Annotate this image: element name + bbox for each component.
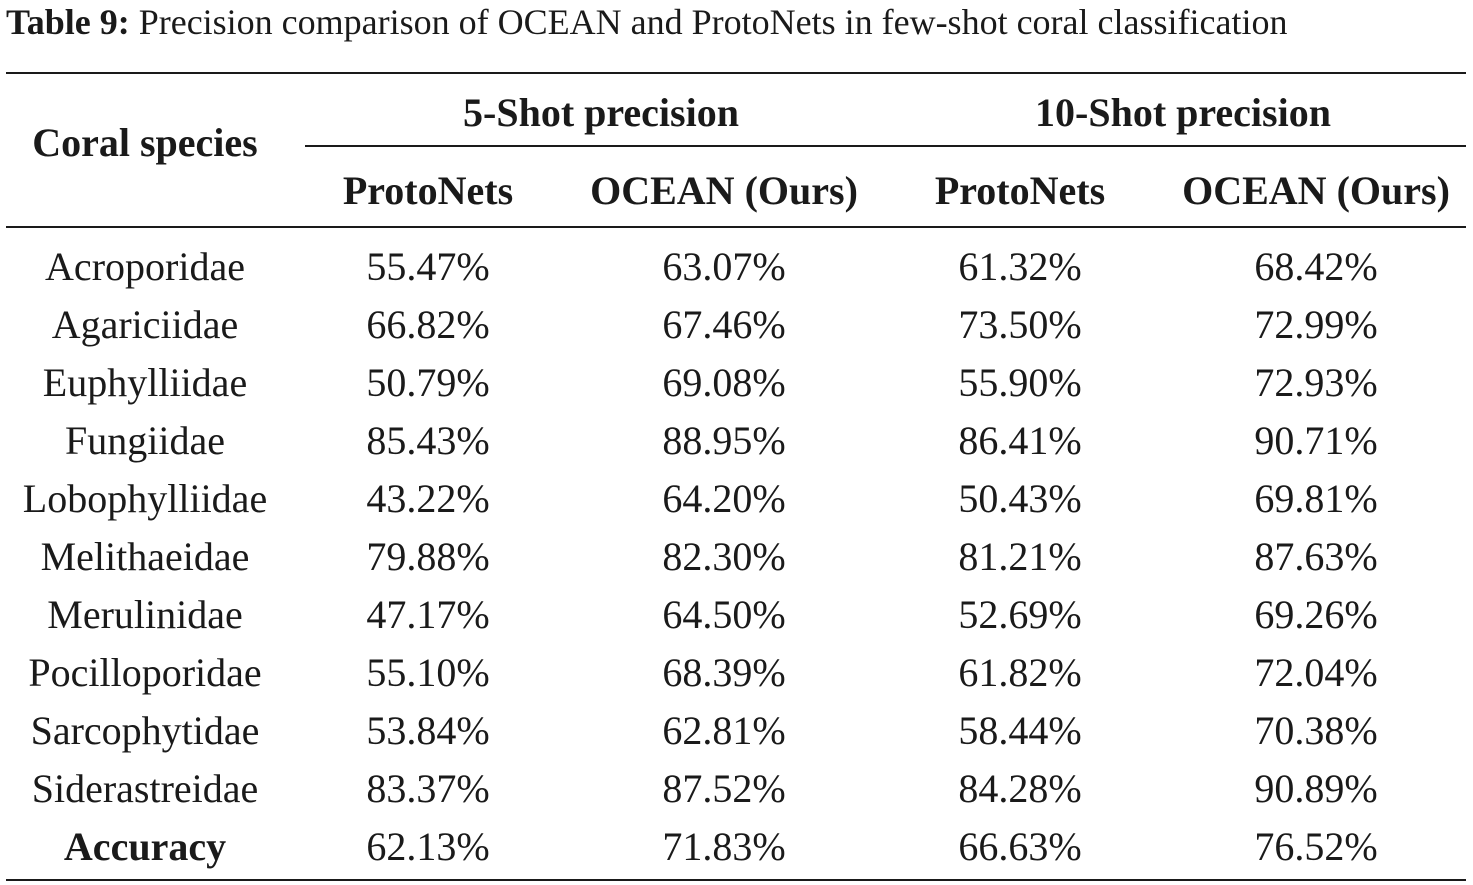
10shot-protonets-cell: 52.69% — [958, 592, 1082, 637]
species-cell: Lobophylliidae — [22, 476, 268, 521]
5shot-protonets-cell: 62.13% — [366, 824, 490, 869]
10shot-ocean-cell: 90.89% — [1254, 766, 1378, 811]
5shot-ocean-cell: 82.30% — [662, 534, 786, 579]
10shot-protonets-cell: 66.63% — [958, 824, 1082, 869]
5shot-ocean-cell: 64.20% — [662, 476, 786, 521]
table-row — [0, 528, 1473, 586]
5shot-protonets-cell: 85.43% — [366, 418, 490, 463]
species-cell: Acroporidae — [45, 244, 245, 289]
10shot-protonets-cell: 58.44% — [958, 708, 1082, 753]
table-row — [0, 354, 1473, 412]
row-header-coral-species: Coral species — [32, 120, 258, 165]
10shot-ocean-cell: 68.42% — [1254, 244, 1378, 289]
table-caption-text: Precision comparison of OCEAN and ProtoNets in few-shot coral classification — [138, 2, 1288, 42]
group-header-5-shot: 5-Shot precision — [463, 90, 739, 135]
sub-header-10shot-protonets: ProtoNets — [934, 168, 1106, 213]
10shot-ocean-cell: 70.38% — [1254, 708, 1378, 753]
species-cell: Euphylliidae — [42, 360, 248, 405]
accuracy-row — [0, 818, 1473, 876]
5shot-ocean-cell: 71.83% — [662, 824, 786, 869]
5shot-protonets-cell: 50.79% — [366, 360, 490, 405]
group-header-10-shot: 10-Shot precision — [1035, 90, 1331, 135]
species-cell: Agariciidae — [51, 302, 239, 347]
10shot-protonets-cell: 86.41% — [958, 418, 1082, 463]
table-row — [0, 586, 1473, 644]
10shot-ocean-cell: 90.71% — [1254, 418, 1378, 463]
10shot-ocean-cell: 87.63% — [1254, 534, 1378, 579]
5shot-ocean-cell: 87.52% — [662, 766, 786, 811]
species-cell: Accuracy — [63, 824, 227, 869]
10shot-ocean-cell: 69.81% — [1254, 476, 1378, 521]
10shot-protonets-cell: 84.28% — [958, 766, 1082, 811]
5shot-ocean-cell: 64.50% — [662, 592, 786, 637]
species-cell: Pocilloporidae — [28, 650, 262, 695]
sub-header-5shot-protonets: ProtoNets — [342, 168, 514, 213]
species-cell: Melithaeidae — [40, 534, 250, 579]
species-cell: Sarcophytidae — [30, 708, 260, 753]
10shot-protonets-cell: 73.50% — [958, 302, 1082, 347]
10shot-ocean-cell: 72.99% — [1254, 302, 1378, 347]
table-row — [0, 760, 1473, 818]
5shot-ocean-cell: 68.39% — [662, 650, 786, 695]
5shot-protonets-cell: 66.82% — [366, 302, 490, 347]
species-cell: Fungiidae — [65, 418, 225, 463]
table-row — [0, 296, 1473, 354]
sub-header-5shot-ocean: OCEAN (Ours) — [590, 168, 858, 213]
10shot-protonets-cell: 61.82% — [958, 650, 1082, 695]
10shot-ocean-cell: 72.93% — [1254, 360, 1378, 405]
10shot-ocean-cell: 69.26% — [1254, 592, 1378, 637]
5shot-ocean-cell: 62.81% — [662, 708, 786, 753]
5shot-protonets-cell: 53.84% — [366, 708, 490, 753]
table-mid-rule — [6, 226, 1466, 228]
table-row — [0, 412, 1473, 470]
5shot-ocean-cell: 88.95% — [662, 418, 786, 463]
table-bottom-rule — [6, 879, 1466, 881]
10shot-protonets-cell: 50.43% — [958, 476, 1082, 521]
10shot-ocean-cell: 72.04% — [1254, 650, 1378, 695]
table-row — [0, 470, 1473, 528]
10shot-ocean-cell: 76.52% — [1254, 824, 1378, 869]
table-caption — [6, 0, 1287, 44]
5shot-protonets-cell: 79.88% — [366, 534, 490, 579]
5shot-protonets-cell: 55.10% — [366, 650, 490, 695]
10shot-protonets-cell: 81.21% — [958, 534, 1082, 579]
5shot-ocean-cell: 69.08% — [662, 360, 786, 405]
5shot-protonets-cell: 83.37% — [366, 766, 490, 811]
5shot-ocean-cell: 63.07% — [662, 244, 786, 289]
table-row — [0, 238, 1473, 296]
sub-header-10shot-ocean: OCEAN (Ours) — [1182, 168, 1450, 213]
5shot-protonets-cell: 47.17% — [366, 592, 490, 637]
5shot-ocean-cell: 67.46% — [662, 302, 786, 347]
table-caption-label: Table 9: — [6, 2, 130, 42]
table-top-rule — [6, 72, 1466, 74]
table-row — [0, 644, 1473, 702]
species-cell: Siderastreidae — [31, 766, 259, 811]
5shot-protonets-cell: 55.47% — [366, 244, 490, 289]
10shot-protonets-cell: 61.32% — [958, 244, 1082, 289]
species-cell: Merulinidae — [47, 592, 243, 637]
group-header-rule — [305, 145, 1466, 147]
5shot-protonets-cell: 43.22% — [366, 476, 490, 521]
10shot-protonets-cell: 55.90% — [958, 360, 1082, 405]
table-row — [0, 702, 1473, 760]
